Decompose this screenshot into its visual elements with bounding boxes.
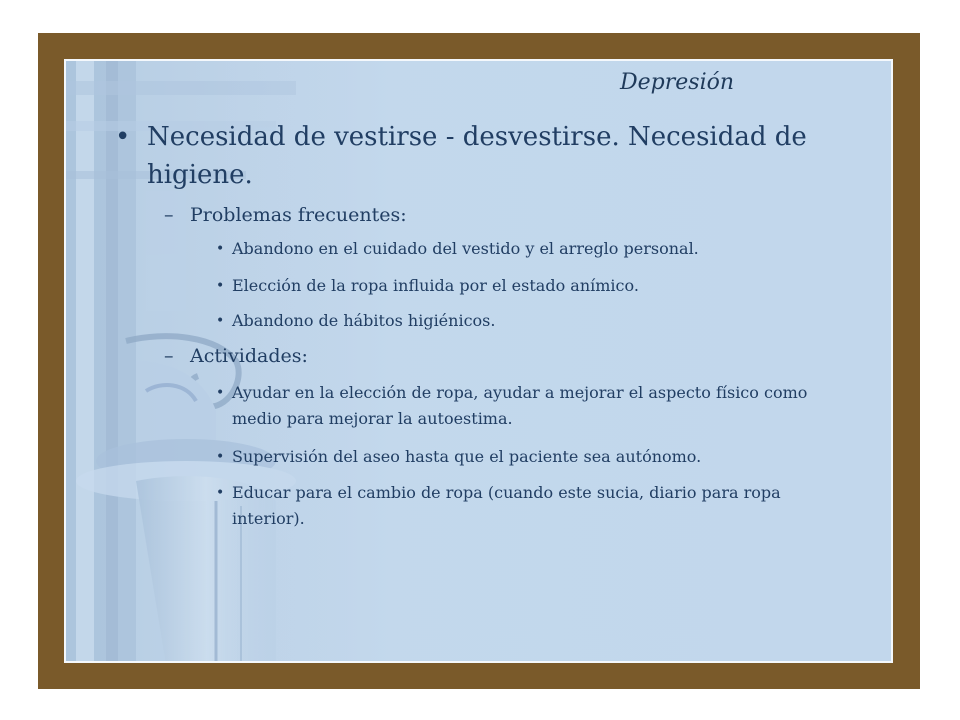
list-item bbox=[216, 444, 856, 470]
list-item-bullet: • bbox=[216, 313, 225, 329]
dash-marker: – bbox=[164, 204, 174, 226]
main-bullet-marker: • bbox=[115, 122, 131, 152]
list-item bbox=[216, 236, 856, 262]
section-heading-text: Problemas frecuentes: bbox=[190, 204, 407, 226]
dash-marker: – bbox=[164, 345, 174, 367]
list-item-bullet: • bbox=[216, 278, 225, 294]
list-item bbox=[216, 380, 856, 432]
list-item-text: Abandono en el cuidado del vestido y el arreglo personal. bbox=[232, 239, 699, 258]
list-item-bullet: • bbox=[216, 241, 225, 257]
main-bullet bbox=[115, 118, 855, 194]
list-item-bullet: • bbox=[216, 449, 225, 465]
list-item bbox=[216, 273, 856, 299]
list-item-text: Elección de la ropa influida por el estado anímico. bbox=[232, 276, 639, 295]
list-item bbox=[216, 480, 856, 532]
section-heading-actividades bbox=[164, 343, 308, 369]
list-item-text: Abandono de hábitos higiénicos. bbox=[232, 311, 496, 330]
main-bullet-text: Necesidad de vestirse - desvestirse. Necesidad de higiene. bbox=[147, 122, 807, 190]
list-item-bullet: • bbox=[216, 485, 225, 501]
list-item-text: Ayudar en la elección de ropa, ayudar a mejorar el aspecto físico como medio para mejorar la autoestima. bbox=[232, 383, 808, 428]
list-item bbox=[216, 308, 856, 334]
list-item-text: Educar para el cambio de ropa (cuando este sucia, diario para ropa interior). bbox=[232, 483, 781, 528]
list-item-text: Supervisión del aseo hasta que el paciente sea autónomo. bbox=[232, 447, 702, 466]
section-heading-text: Actividades: bbox=[190, 345, 308, 367]
list-item-bullet: • bbox=[216, 385, 225, 401]
slide-title: Depresión bbox=[620, 70, 735, 95]
section-heading-problemas bbox=[164, 202, 407, 228]
